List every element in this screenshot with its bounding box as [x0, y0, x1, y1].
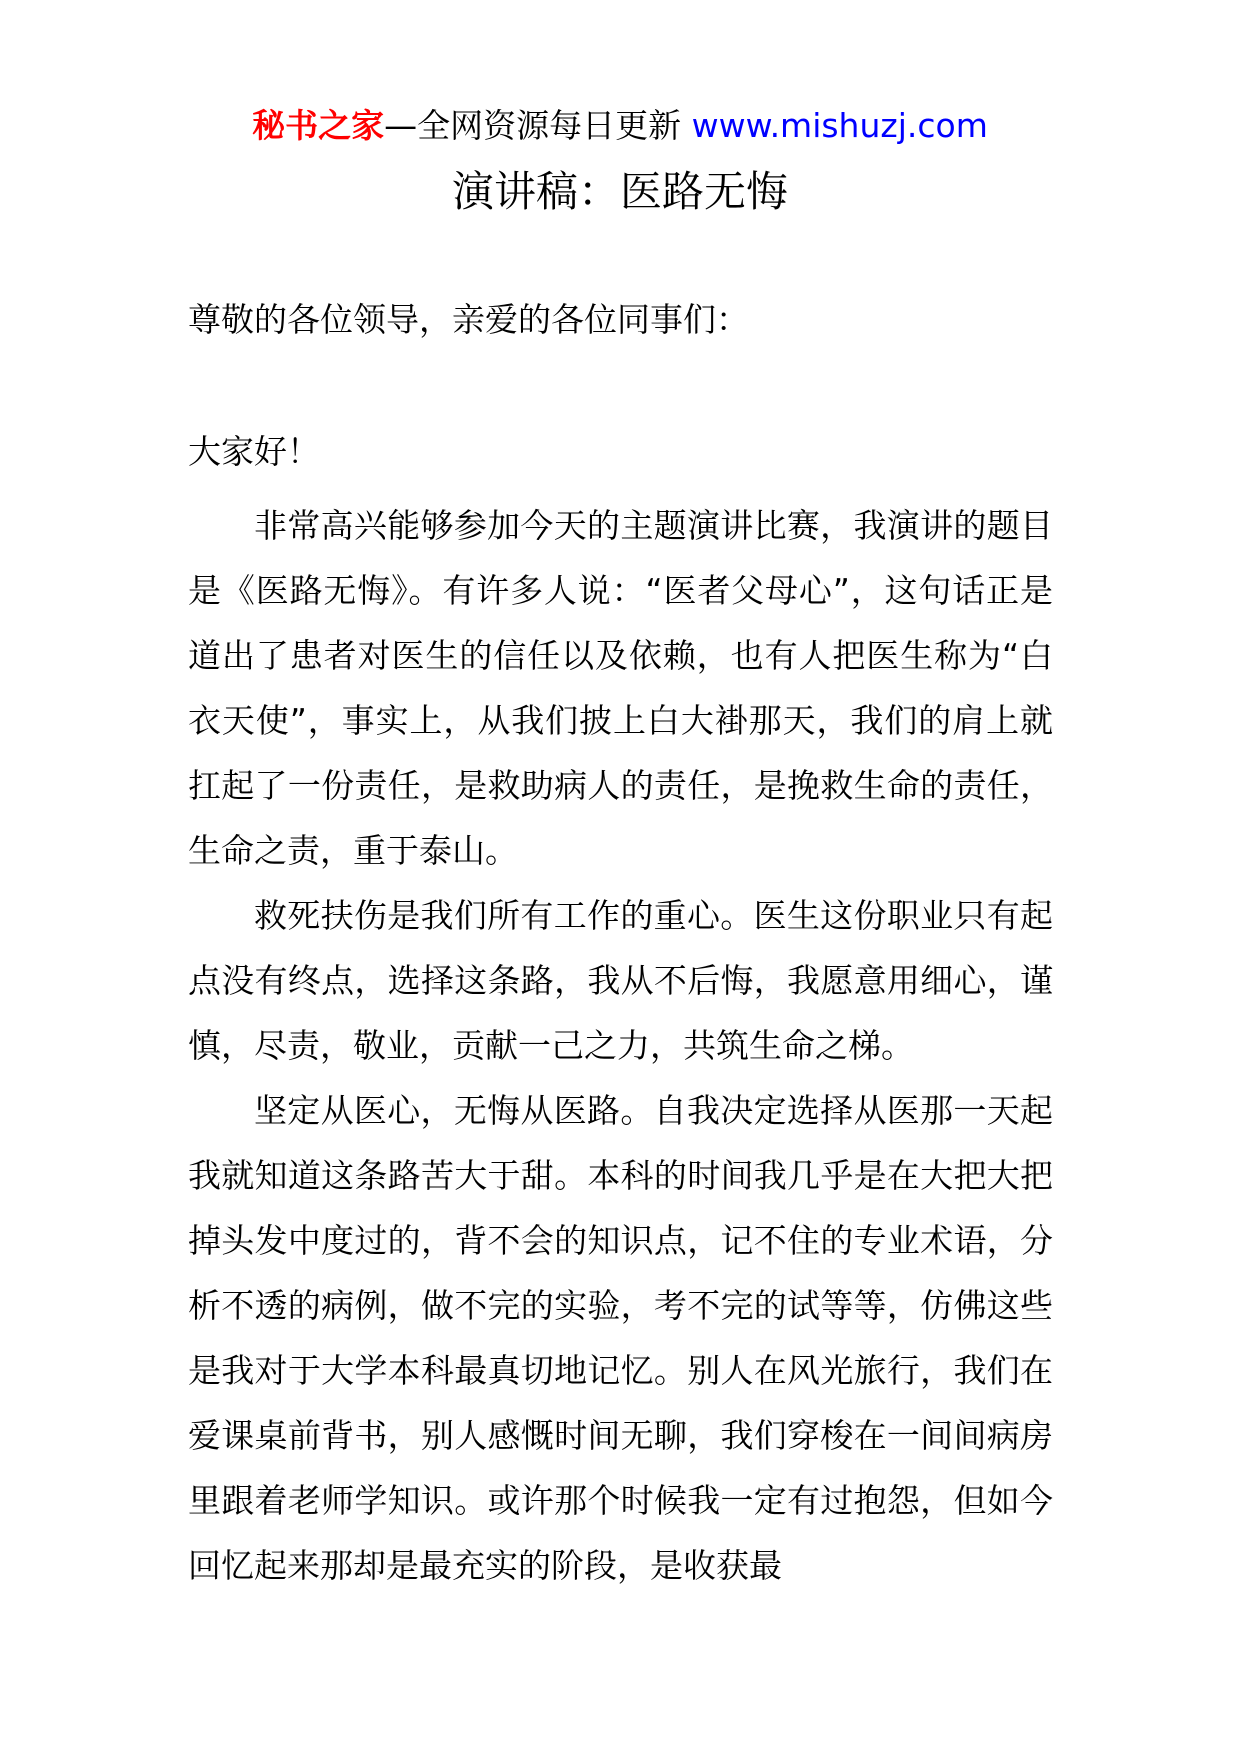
paragraph: 非常高兴能够参加今天的主题演讲比赛，我演讲的题目是《医路无悔》。有许多人说：“医者父母心”，这句话正是道出了患者对医生的信任以及依赖，也有人把医生称为“白衣天使”，事实上，从我们披上白大褂那天，我们的肩上就扛起了一份责任，是救助病人的责任，是挽救生命的责任，生命之责，重于泰山。 — [188, 506, 1053, 870]
site-url: www.mishuzj.com — [691, 106, 988, 145]
document-body — [188, 493, 1053, 1598]
brand-name: 秘书之家 — [252, 106, 385, 145]
site-header — [0, 104, 1240, 148]
greeting: 大家好！ — [188, 432, 320, 471]
salutation: 尊敬的各位领导，亲爱的各位同事们： — [188, 300, 749, 339]
paragraph: 坚定从医心，无悔从医路。自我决定选择从医那一天起我就知道这条路苦大于甜。本科的时间我几乎是在大把大把掉头发中度过的，背不会的知识点，记不住的专业术语，分析不透的病例，做不完的实验，考不完的试等等，仿佛这些是我对于大学本科最真切地记忆。别人在风光旅行，我们在爱课桌前背书，别人感慨时间无聊，我们穿梭在一间间病房里跟着老师学知识。或许那个时候我一定有过抱怨，但如今回忆起来那却是最充实的阶段，是收获最 — [188, 1091, 1053, 1585]
site-tagline: —全网资源每日更新 — [384, 106, 692, 145]
paragraph: 救死扶伤是我们所有工作的重心。医生这份职业只有起点没有终点，选择这条路，我从不后悔，我愿意用细心，谨慎，尽责，敬业，贡献一己之力，共筑生命之梯。 — [188, 896, 1053, 1065]
document-title: 演讲稿：医路无悔 — [451, 167, 788, 216]
